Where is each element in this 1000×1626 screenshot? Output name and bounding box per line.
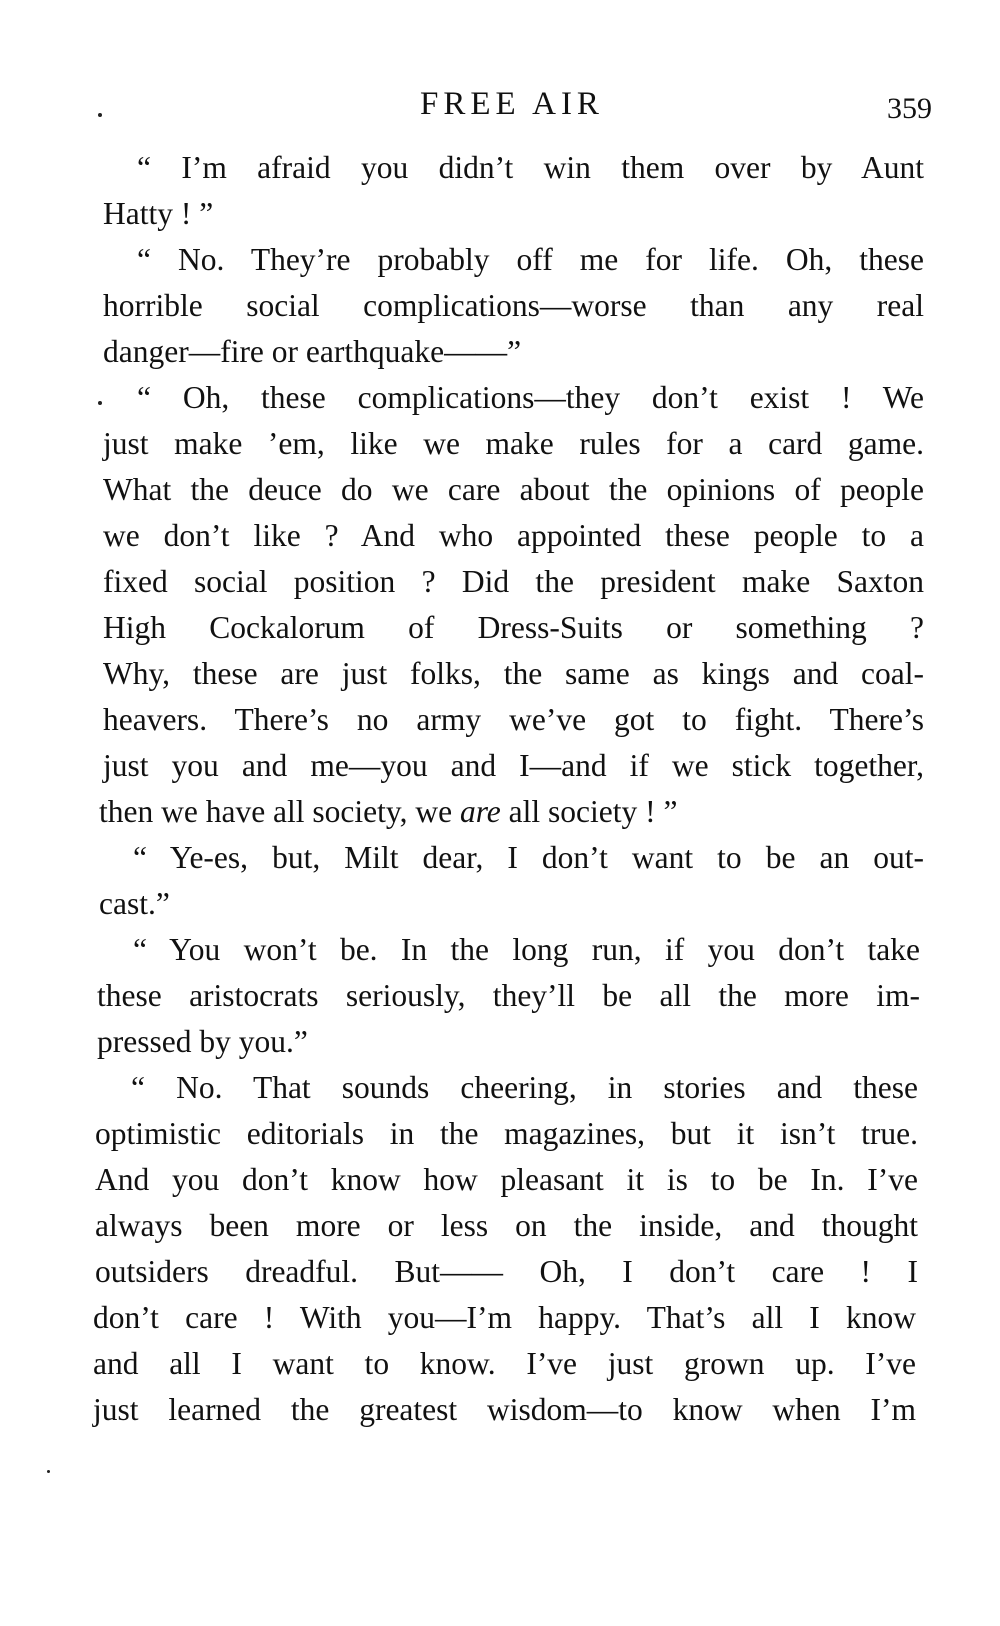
text-line: these aristocrats seriously, they’ll be all the more im- <box>97 978 920 1013</box>
text-line: we don’t like ? And who appointed these people to a <box>103 518 924 553</box>
emphasis-word: are <box>459 794 501 829</box>
text-line: horrible social complications—worse than any real <box>103 288 924 323</box>
text-line: heavers. There’s no army we’ve got to fight. There’s <box>103 702 924 737</box>
text-line: fixed social position ? Did the president make Saxton <box>103 564 924 599</box>
page-number: 359 <box>887 92 932 125</box>
text-run: all society ! ” <box>500 794 678 829</box>
text-line: just you and me—you and I—and if we stick together, <box>103 748 924 783</box>
text-line: always been more or less on the inside, and thought <box>95 1208 918 1243</box>
text-run: then we have all society, we <box>99 794 460 829</box>
text-line: “ I’m afraid you didn’t win them over by Aunt <box>137 150 924 185</box>
text-line: Hatty ! ” <box>103 196 214 231</box>
text-line: “ No. They’re probably off me for life. Oh, these <box>137 242 924 277</box>
text-line: danger—fire or earthquake——” <box>103 334 522 369</box>
text-line: And you don’t know how pleasant it is to be In. I’ve <box>95 1162 918 1197</box>
text-line: cast.” <box>99 886 170 921</box>
text-line: and all I want to know. I’ve just grown up. I’ve <box>93 1346 916 1381</box>
text-line: optimistic editorials in the magazines, but it isn’t true. <box>95 1116 918 1151</box>
running-title: FREE AIR <box>420 86 604 122</box>
text-line: High Cockalorum of Dress-Suits or something ? <box>103 610 924 645</box>
text-line: just learned the greatest wisdom—to know when I’m <box>93 1392 916 1427</box>
text-line: “ You won’t be. In the long run, if you don’t take <box>133 932 920 967</box>
text-line <box>99 789 677 835</box>
text-line: What the deuce do we care about the opinions of people <box>103 472 924 507</box>
print-speck <box>47 1470 50 1473</box>
text-line: “ Ye-es, but, Milt dear, I don’t want to be an out- <box>133 840 924 875</box>
text-line: “ No. That sounds cheering, in stories and these <box>131 1070 918 1105</box>
print-speck <box>98 401 102 405</box>
text-line: just make ’em, like we make rules for a card game. <box>103 426 924 461</box>
text-line: Why, these are just folks, the same as kings and coal- <box>103 656 924 691</box>
text-line: don’t care ! With you—I’m happy. That’s all I know <box>93 1300 916 1335</box>
page-header <box>0 86 1000 126</box>
text-line: “ Oh, these complications—they don’t exist ! We <box>137 380 924 415</box>
text-line: pressed by you.” <box>97 1024 308 1059</box>
text-line: outsiders dreadful. But—— Oh, I don’t care ! I <box>95 1254 918 1289</box>
